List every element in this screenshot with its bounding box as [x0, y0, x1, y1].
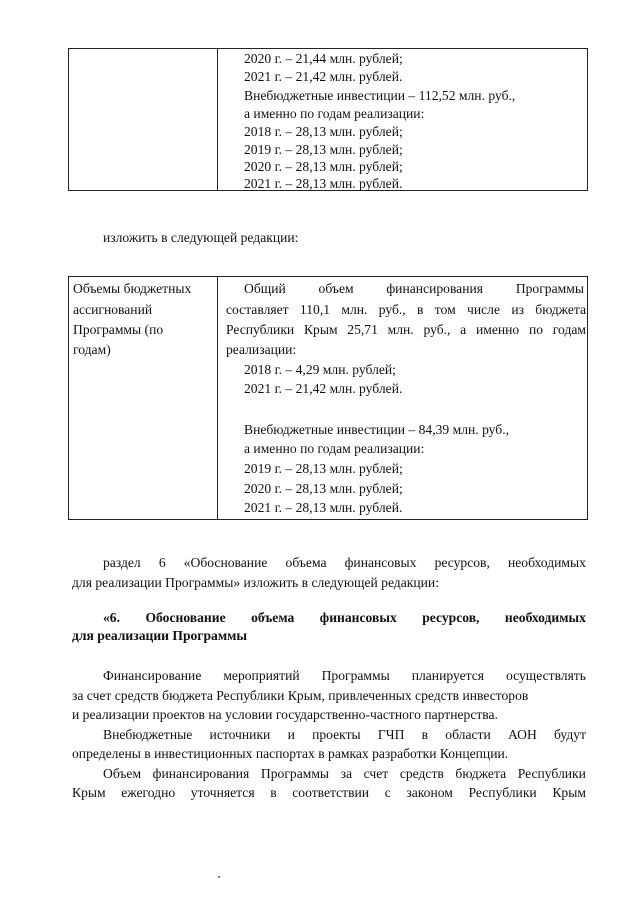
word: финансирования — [386, 281, 484, 296]
word: Республики — [517, 766, 586, 781]
word: ресурсов, — [422, 610, 480, 625]
table-left-cell-empty — [69, 49, 218, 190]
word: Программы — [260, 766, 330, 781]
t2-budget-2021: 2021 г. – 21,42 млн. рублей. — [244, 381, 403, 396]
word: Республики — [468, 785, 537, 800]
word: в — [421, 727, 429, 742]
t1-line-1: 2020 г. – 21,44 млн. рублей; — [244, 51, 403, 66]
word: планируется — [411, 668, 485, 683]
t1-line-7: 2020 г. – 28,13 млн. рублей; — [244, 159, 403, 174]
word: соответствии — [292, 785, 370, 800]
t1-line-6: 2019 г. – 28,13 млн. рублей; — [244, 142, 403, 157]
word: осуществлять — [505, 668, 586, 683]
word: Объем — [103, 766, 142, 781]
word: проекты — [312, 727, 361, 742]
t1-line-5: 2018 г. – 28,13 млн. рублей; — [244, 124, 403, 139]
word: бюджета — [455, 766, 507, 781]
word: источники — [209, 727, 271, 742]
t2-left-line-2: ассигнований — [73, 302, 153, 317]
word: раздел — [103, 555, 141, 570]
section-heading-line-2: для реализации Программы — [72, 628, 247, 643]
t1-line-4: а именно по годам реализации: — [244, 106, 425, 121]
word: ежегодно — [121, 785, 176, 800]
p1-line-2: за счет средств бюджета Республики Крым, привлеченных средств инвесторов — [72, 688, 529, 703]
t1-line-2: 2021 г. – 21,42 млн. рублей. — [244, 69, 403, 84]
p2-line-2: определены в инвестиционных паспортах в рамках разработки Концепции. — [72, 746, 509, 761]
word: финансовых — [344, 555, 417, 570]
word: с — [384, 785, 391, 800]
word: необходимых — [508, 555, 586, 570]
word: «Обоснование — [183, 555, 268, 570]
t2-left-line-1: Объемы бюджетных — [73, 281, 192, 296]
word: ресурсов, — [434, 555, 490, 570]
word: объема — [285, 555, 327, 570]
t2-para-line-1 — [244, 280, 584, 298]
word: и — [287, 727, 295, 742]
scan-dot — [218, 876, 220, 878]
word: будут — [554, 727, 586, 742]
word: Обоснование — [145, 610, 226, 625]
p2-line-1 — [103, 726, 586, 744]
t1-line-8: 2021 г. – 28,13 млн. рублей. — [244, 176, 403, 191]
word: Внебюджетные — [103, 727, 193, 742]
section-intro-line-1 — [103, 554, 586, 572]
word: счет — [363, 766, 389, 781]
t2-extra-line-5: 2021 г. – 28,13 млн. рублей. — [244, 500, 403, 515]
intro-text: изложить в следующей редакции: — [103, 230, 299, 245]
section-heading-line-1 — [103, 609, 586, 627]
t2-extra-line-3: 2019 г. – 28,13 млн. рублей; — [244, 461, 403, 476]
p3-line-1 — [103, 765, 586, 783]
word: Крым — [552, 785, 586, 800]
word: в — [270, 785, 277, 800]
word: уточняется — [190, 785, 255, 800]
word: объем — [318, 281, 354, 296]
t2-extra-line-4: 2020 г. – 28,13 млн. рублей; — [244, 481, 403, 496]
word: законом — [406, 785, 453, 800]
word: 6 — [158, 555, 166, 570]
word: ГЧП — [377, 727, 405, 742]
word: мероприятий — [223, 668, 300, 683]
t2-extra-line-2: а именно по годам реализации: — [244, 441, 425, 456]
word: объема — [251, 610, 295, 625]
section-intro-line-2: для реализации Программы» изложить в следующей редакции: — [72, 575, 439, 590]
word: Программы — [321, 668, 390, 683]
word: Программы — [515, 281, 584, 296]
word: области — [445, 727, 491, 742]
p1-line-1 — [103, 667, 586, 685]
word: Общий — [244, 281, 286, 296]
word: финансовых — [319, 610, 397, 625]
t2-left-line-4: годам) — [73, 342, 111, 357]
word: за — [340, 766, 353, 781]
word: АОН — [507, 727, 537, 742]
t2-left-line-3: Программы (по — [73, 322, 164, 337]
word: финансирования — [152, 766, 250, 781]
t1-line-3: Внебюджетные инвестиции – 112,52 млн. руб., — [244, 88, 516, 103]
word: «6. — [103, 610, 120, 625]
p1-line-3: и реализации проектов на условии государственно-частного партнерства. — [72, 707, 498, 722]
p3-line-2 — [72, 784, 586, 802]
word: средств — [399, 766, 444, 781]
t2-para-line-4: реализации: — [226, 342, 297, 357]
word: необходимых — [504, 610, 586, 625]
word: Финансирование — [103, 668, 202, 683]
word: Крым — [72, 785, 106, 800]
t2-para-line-3: Республики Крым 25,71 млн. руб., а именно по годам — [226, 322, 586, 337]
t2-para-line-2: составляет 110,1 млн. руб., в том числе из бюджета — [226, 302, 586, 317]
t2-extra-line-1: Внебюджетные инвестиции – 84,39 млн. руб., — [244, 422, 510, 437]
t2-budget-2018: 2018 г. – 4,29 млн. рублей; — [244, 362, 396, 377]
